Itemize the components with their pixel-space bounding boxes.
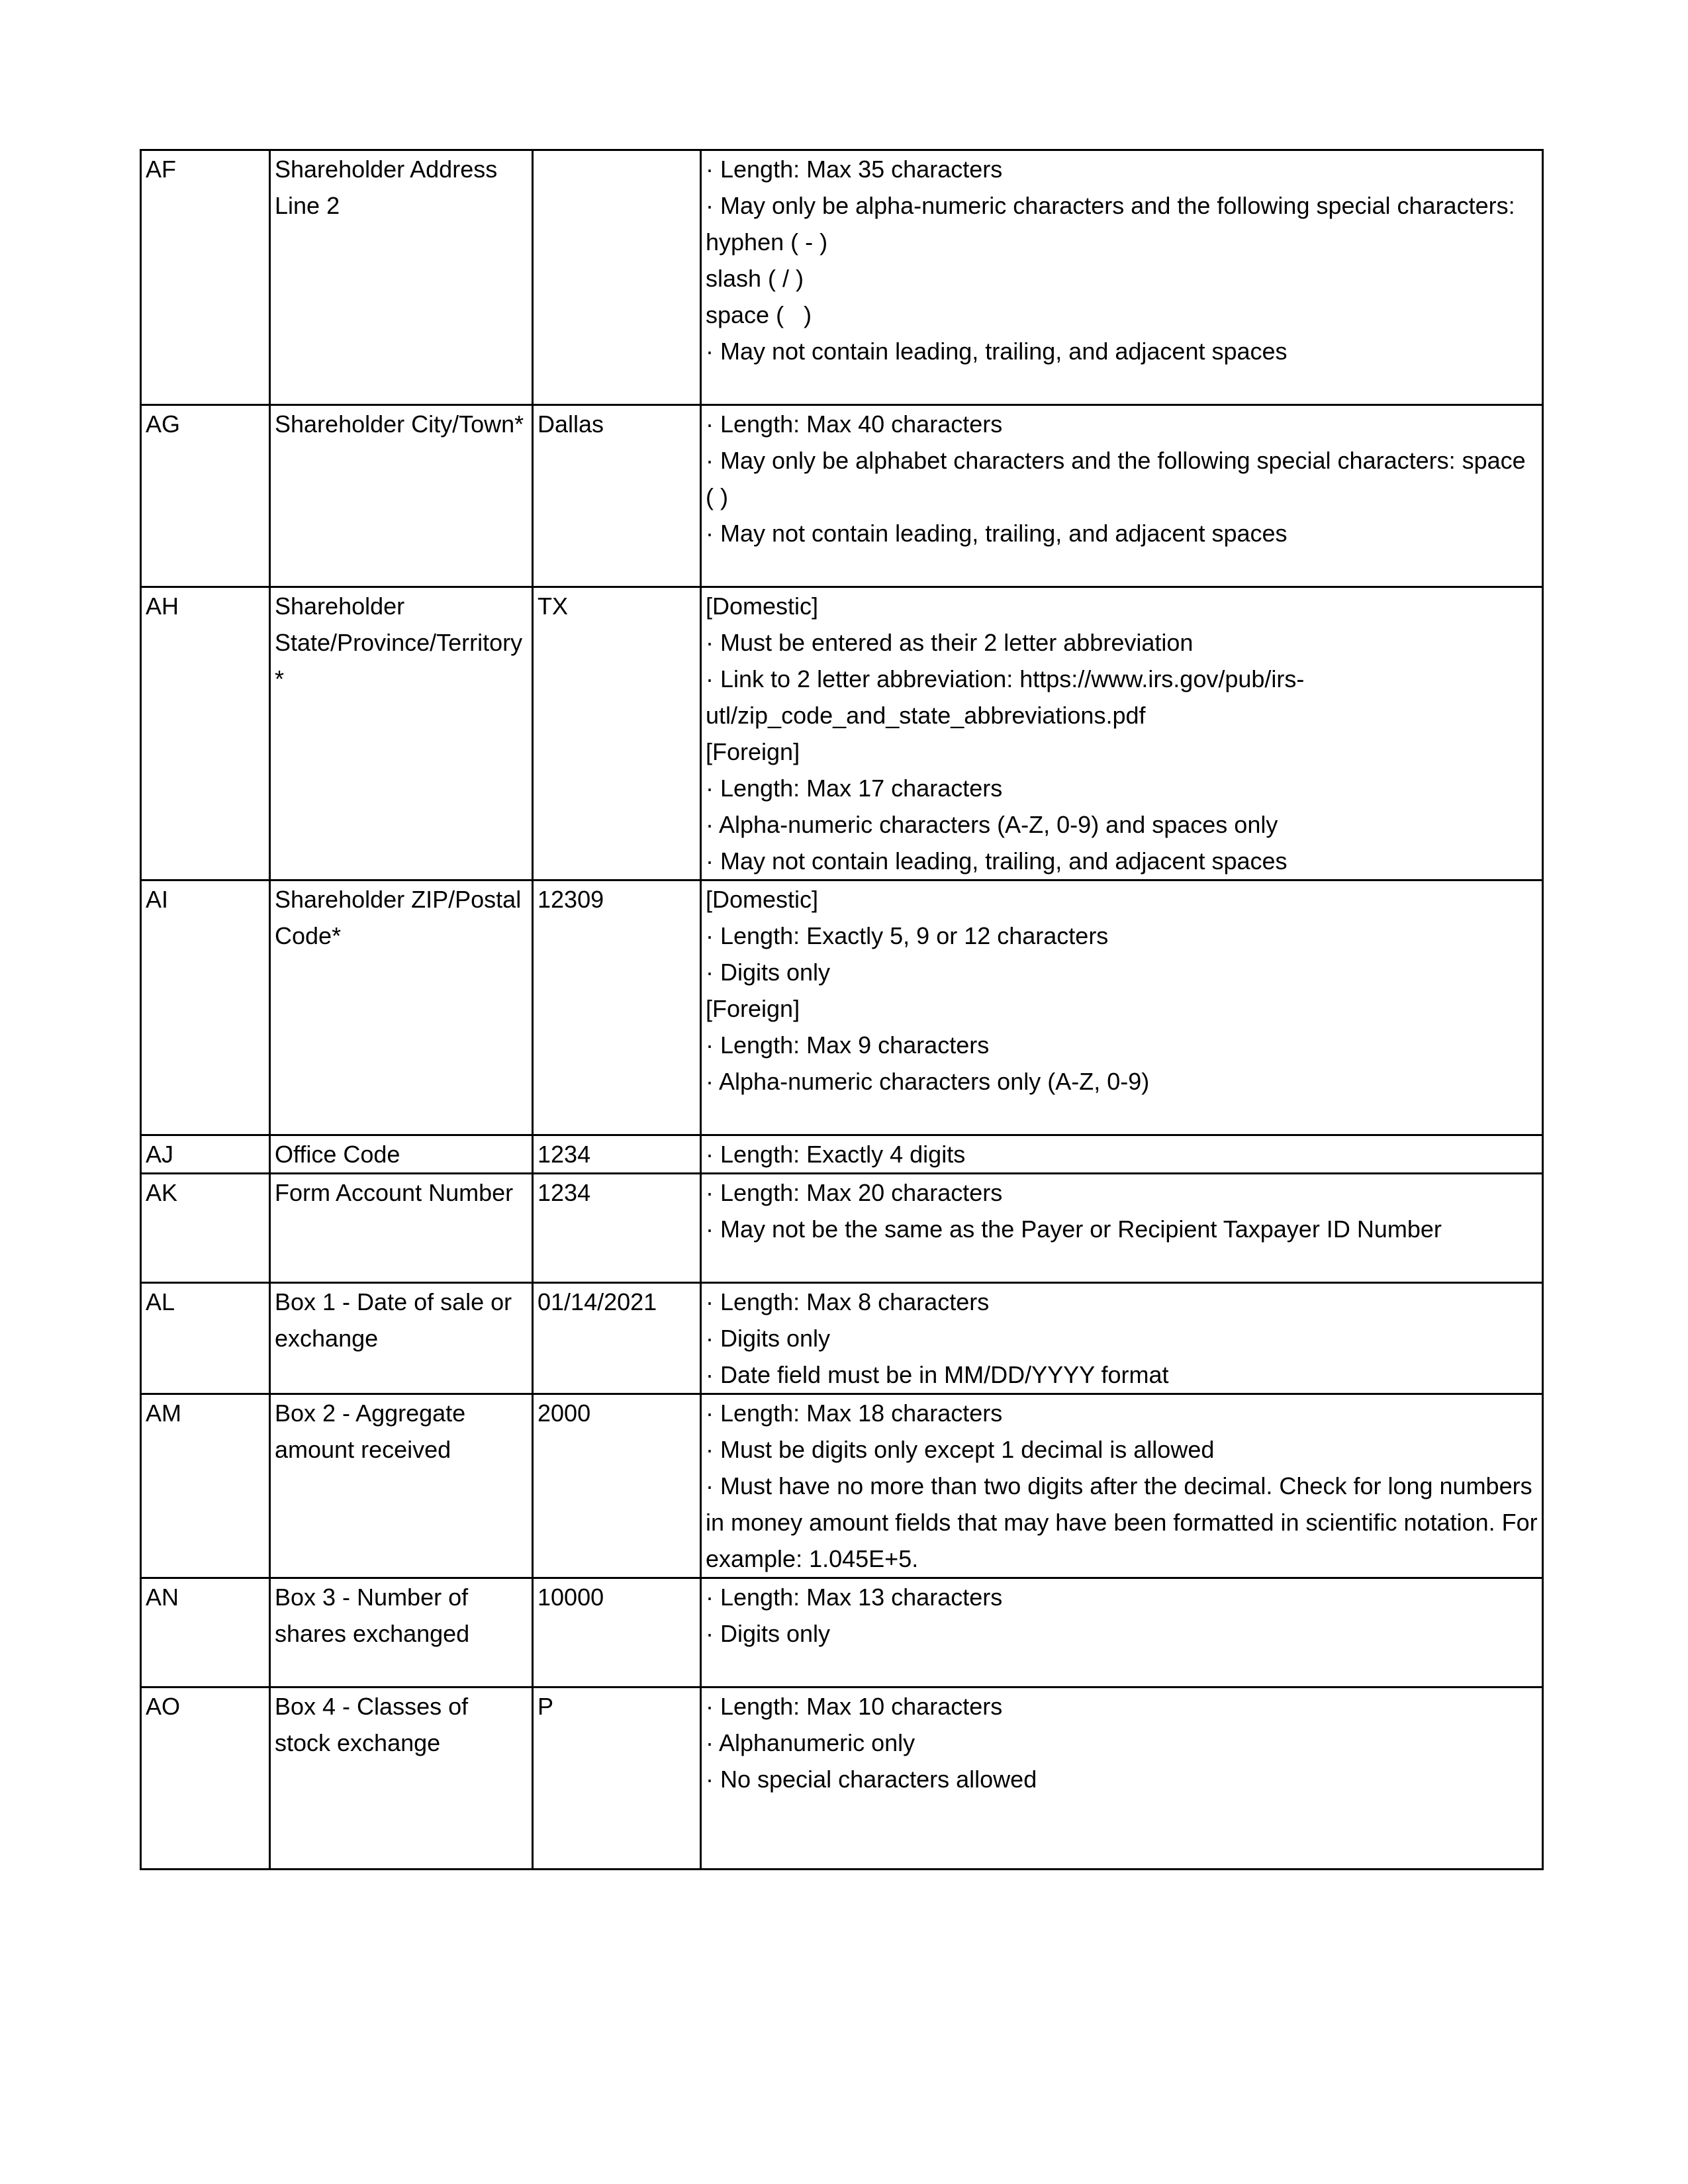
field-name-cell: Form Account Number xyxy=(270,1174,533,1283)
rule-line: space ( ) xyxy=(706,301,812,328)
rule-line: hyphen ( - ) xyxy=(706,228,828,256)
rule-line: [Foreign] xyxy=(706,995,800,1022)
column-code-cell: AG xyxy=(141,405,270,587)
validation-rules-cell xyxy=(701,405,1543,587)
field-name-cell: Shareholder City/Town* xyxy=(270,405,533,587)
table-row xyxy=(141,405,1543,587)
rule-line: · Length: Exactly 5, 9 or 12 characters xyxy=(706,922,1109,949)
example-value-cell: 10000 xyxy=(533,1578,701,1687)
rule-line: · May not be the same as the Payer or Recipient Taxpayer ID Number xyxy=(706,1215,1442,1243)
rule-line: · No special characters allowed xyxy=(706,1766,1037,1793)
column-code-cell: AO xyxy=(141,1687,270,1870)
column-code-cell: AK xyxy=(141,1174,270,1283)
table-row xyxy=(141,1174,1543,1283)
rule-line: · Length: Max 20 characters xyxy=(706,1179,1003,1206)
field-spec-table xyxy=(140,149,1544,1870)
validation-rules-cell xyxy=(701,1283,1543,1394)
column-code-cell: AF xyxy=(141,150,270,405)
column-code-cell: AM xyxy=(141,1394,270,1578)
rule-line: · Alphanumeric only xyxy=(706,1729,915,1756)
rule-line: · Length: Max 9 characters xyxy=(706,1031,990,1059)
rule-line: · Must be digits only except 1 decimal is allowed xyxy=(706,1436,1215,1463)
rule-line: · Length: Max 8 characters xyxy=(706,1288,990,1315)
column-code-cell: AI xyxy=(141,880,270,1135)
rule-line: · Length: Max 13 characters xyxy=(706,1584,1003,1611)
example-value-cell: 01/14/2021 xyxy=(533,1283,701,1394)
rule-line: [Foreign] xyxy=(706,738,800,765)
example-value-cell: P xyxy=(533,1687,701,1870)
field-name-cell: Box 4 - Classes of stock exchange xyxy=(270,1687,533,1870)
rule-line: · Date field must be in MM/DD/YYYY format xyxy=(706,1361,1169,1388)
rule-line: · Must be entered as their 2 letter abbreviation xyxy=(706,629,1194,656)
rule-line: · Length: Max 17 characters xyxy=(706,775,1003,802)
example-value-cell: 1234 xyxy=(533,1174,701,1283)
rule-line: · Digits only xyxy=(706,1620,831,1647)
rule-line: · Length: Max 40 characters xyxy=(706,410,1003,438)
rule-line: · Length: Max 35 characters xyxy=(706,156,1003,183)
rule-line: · Length: Exactly 4 digits xyxy=(706,1141,966,1168)
rule-line: · Must have no more than two digits after the decimal. Check for long numbers in money amount fields that may have been formatted in scientific notation. For example: 1.045E+5. xyxy=(706,1472,1544,1572)
validation-rules-cell xyxy=(701,1174,1543,1283)
validation-rules-cell xyxy=(701,150,1543,405)
field-name-cell: Box 3 - Number of shares exchanged xyxy=(270,1578,533,1687)
rule-line: · Length: Max 18 characters xyxy=(706,1400,1003,1427)
rule-line: · May not contain leading, trailing, and adjacent spaces xyxy=(706,338,1288,365)
table-row xyxy=(141,1394,1543,1578)
rule-line: · Length: Max 10 characters xyxy=(706,1693,1003,1720)
rule-line: · May not contain leading, trailing, and adjacent spaces xyxy=(706,520,1288,547)
example-value-cell: 2000 xyxy=(533,1394,701,1578)
field-name-cell: Box 1 - Date of sale or exchange xyxy=(270,1283,533,1394)
column-code-cell: AN xyxy=(141,1578,270,1687)
rule-line: · Alpha-numeric characters only (A-Z, 0-9) xyxy=(706,1068,1150,1095)
table-row xyxy=(141,880,1543,1135)
field-name-cell: Shareholder ZIP/Postal Code* xyxy=(270,880,533,1135)
rule-line: · May only be alphabet characters and the following special characters: space ( ) xyxy=(706,447,1532,510)
column-code-cell: AJ xyxy=(141,1135,270,1174)
example-value-cell: Dallas xyxy=(533,405,701,587)
rule-line: · May only be alpha-numeric characters and the following special characters: xyxy=(706,192,1515,219)
table-row xyxy=(141,1578,1543,1687)
rule-line: · Digits only xyxy=(706,959,831,986)
table-row xyxy=(141,587,1543,880)
validation-rules-cell xyxy=(701,1578,1543,1687)
rule-line: slash ( / ) xyxy=(706,265,804,292)
validation-rules-cell xyxy=(701,1135,1543,1174)
example-value-cell: 12309 xyxy=(533,880,701,1135)
validation-rules-cell xyxy=(701,587,1543,880)
table-row xyxy=(141,1135,1543,1174)
field-name-cell: Office Code xyxy=(270,1135,533,1174)
example-value-cell xyxy=(533,150,701,405)
validation-rules-cell xyxy=(701,880,1543,1135)
example-value-cell: 1234 xyxy=(533,1135,701,1174)
table-row xyxy=(141,1283,1543,1394)
validation-rules-cell xyxy=(701,1687,1543,1870)
validation-rules-cell xyxy=(701,1394,1543,1578)
field-name-cell: Shareholder State/Province/Territory* xyxy=(270,587,533,880)
column-code-cell: AL xyxy=(141,1283,270,1394)
rule-line: · Digits only xyxy=(706,1325,831,1352)
rule-line: · Link to 2 letter abbreviation: https://www.irs.gov/pub/irs-utl/zip_code_and_state_abbreviations.pdf xyxy=(706,665,1305,729)
rule-line: [Domestic] xyxy=(706,886,819,913)
rule-line: · Alpha-numeric characters (A-Z, 0-9) and spaces only xyxy=(706,811,1278,838)
table-row xyxy=(141,150,1543,405)
table-row xyxy=(141,1687,1543,1870)
rule-line: · May not contain leading, trailing, and adjacent spaces xyxy=(706,847,1288,875)
example-value-cell: TX xyxy=(533,587,701,880)
field-name-cell: Shareholder Address Line 2 xyxy=(270,150,533,405)
rule-line: [Domestic] xyxy=(706,593,819,620)
field-name-cell: Box 2 - Aggregate amount received xyxy=(270,1394,533,1578)
column-code-cell: AH xyxy=(141,587,270,880)
